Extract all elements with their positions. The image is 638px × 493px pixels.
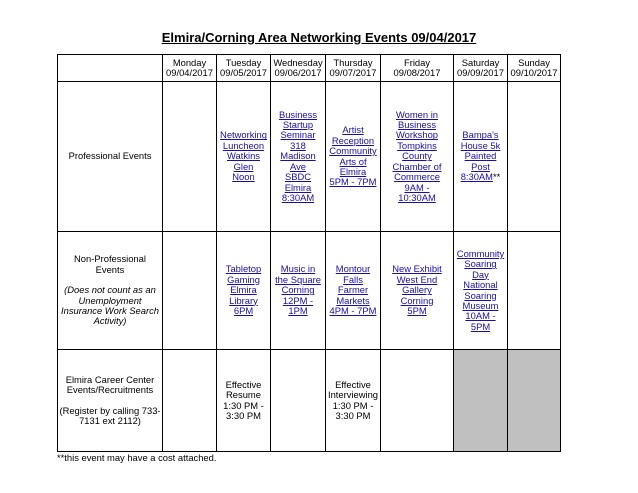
header-friday: Friday 09/08/2017 [381,55,454,82]
career-tuesday [217,350,271,452]
career-note: (Register by calling 733-7131 ext 2112) [59,404,161,426]
header-tuesday: Tuesday 09/05/2017 [217,55,271,82]
career-label: Elmira Career Center Events/Recruitments (Register by calling 733-7131 ext 2112) [58,350,163,452]
events-table [57,54,561,452]
nonprofessional-wednesday [271,232,326,350]
professional-row [58,82,561,232]
event-effective-interviewing: Effective Interviewing 1:30 PM - 3:30 PM [327,378,379,421]
event-artist-reception[interactable]: Artist Reception Community Arts of Elmira 5PM - 7PM [329,124,377,188]
event-tabletop-gaming[interactable]: Tabletop Gaming Elmira Library 6PM [225,263,262,317]
event-new-exhibit[interactable]: New Exhibit West End Gallery Corning 5PM [392,263,442,317]
nonprofessional-monday [163,232,217,350]
header-monday: Monday 09/04/2017 [163,55,217,82]
nonprofessional-label: Non-Professional Events (Does not count as an Unemployment Insurance Work Search Activity) [58,232,163,350]
header-saturday: Saturday 09/09/2017 [454,55,508,82]
nonprofessional-row [58,232,561,350]
event-community-soaring-day[interactable]: Community Soaring Day National Soaring Museum 10AM - 5PM [456,247,505,332]
career-saturday-blocked [454,350,508,452]
cost-marker: ** [493,171,501,183]
nonprofessional-tuesday [217,232,271,350]
nonprofessional-thursday [326,232,381,350]
event-bampas-house-5k[interactable]: Bampa's House 5k Painted Post [460,129,501,172]
page-title: Elmira/Corning Area Networking Events 09/04/2017 [161,30,477,45]
event-bampas-time[interactable]: 8:30AM [460,171,493,183]
professional-thursday [326,82,381,232]
career-thursday [326,350,381,452]
professional-saturday [454,82,508,232]
professional-sunday [508,82,561,232]
nonprofessional-saturday [454,232,508,350]
career-row [58,350,561,452]
header-thursday: Thursday 09/07/2017 [326,55,381,82]
header-wednesday: Wednesday 09/06/2017 [271,55,326,82]
career-wednesday [271,350,326,452]
nonprofessional-sunday [508,232,561,350]
professional-monday [163,82,217,232]
event-women-in-business[interactable]: Women in Business Workshop Tompkins County Chamber of Commerce 9AM - 10:30AM [392,108,442,203]
career-monday [163,350,217,452]
event-effective-resume: Effective Resume 1:30 PM - 3:30 PM [223,378,264,421]
nonprofessional-friday [381,232,454,350]
event-networking-luncheon[interactable]: Networking Luncheon Watkins Glen Noon [220,129,267,183]
professional-friday [381,82,454,232]
career-sunday-blocked [508,350,561,452]
professional-tuesday [217,82,271,232]
event-montour-falls-market[interactable]: Montour Falls Farmer Markets 4PM - 7PM [329,263,377,317]
event-music-in-the-square[interactable]: Music in the Square Corning 12PM - 1PM [275,263,321,317]
career-friday [381,350,454,452]
footnote: **this event may have a cost attached. [57,452,217,463]
professional-wednesday [271,82,326,232]
header-corner [58,55,163,82]
header-sunday: Sunday 09/10/2017 [508,55,561,82]
nonprofessional-note: (Does not count as an Unemployment Insurance Work Search Activity) [61,284,159,327]
header-row [58,55,561,82]
event-business-startup-seminar[interactable]: Business Startup Seminar 318 Madison Ave SBDC Elmira 8:30AM [278,108,318,203]
professional-label: Professional Events [58,82,163,232]
